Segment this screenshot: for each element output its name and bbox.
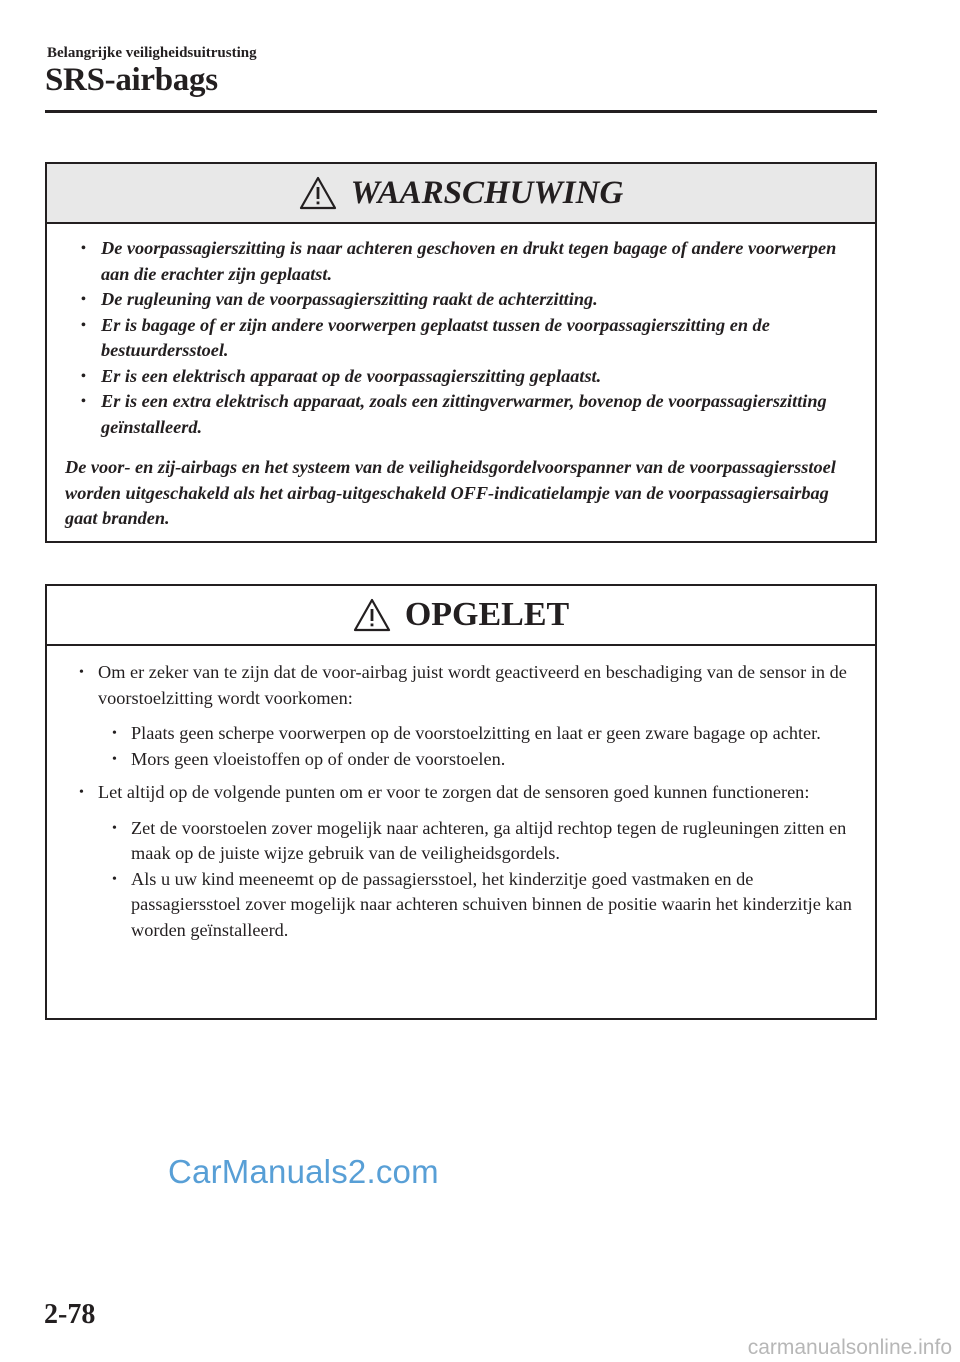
caution-item-text: Om er zeker van te zijn dat de voor-airbag juist wordt geactiveerd en beschadiging van de sensor in de voorstoelzitting wordt voorkomen: [98,662,847,708]
warning-triangle-icon [299,176,337,210]
warning-item: • De voorpassagierszitting is naar achteren geschoven en drukt tegen bagage of andere voorwerpen aan die erachter zijn geplaatst. [79,236,857,287]
warning-title: WAARSCHUWING [350,174,624,211]
warning-box [45,162,877,543]
page-number: 2-78 [44,1299,96,1330]
caution-item [77,660,857,772]
caution-box [45,584,877,1020]
caution-subitem: • Mors geen vloeistoffen op of onder de voorstoelen. [110,747,857,773]
warning-triangle-icon [353,598,391,632]
caution-item [77,780,857,943]
warning-body [47,224,875,532]
warning-item: • Er is bagage of er zijn andere voorwerpen geplaatst tussen de voorpassagierszitting en de bestuurdersstoel. [79,313,857,364]
section-kicker: Belangrijke veiligheidsuitrusting [47,45,257,61]
warning-item: • De rugleuning van de voorpassagierszitting raakt de achterzitting. [79,287,857,313]
caution-body [47,646,875,943]
watermark-logo: CarManuals2.com [168,1153,439,1190]
caution-subitem: • Als u uw kind meeneemt op de passagiersstoel, het kinderzitje goed vastmaken en de passagiersstoel zover mogelijk naar achteren schuiven binnen de positie waarin het kinderzitje kan worden geïnstalleerd. [110,867,857,944]
caution-header [47,586,875,646]
warning-header [47,164,875,224]
caution-sublist [98,816,857,944]
caution-subitem: • Zet de voorstoelen zover mogelijk naar achteren, ga altijd rechtop tegen de rugleuningen zitten en maak op de juiste wijze gebruik van de veiligheidsgordels. [110,816,857,867]
caution-sublist [98,721,857,772]
header-divider [45,110,877,113]
caution-item-text: Let altijd op de volgende punten om er voor te zorgen dat de sensoren goed kunnen functioneren: [98,782,810,802]
caution-title: OPGELET [404,596,570,633]
warning-paragraph: De voor- en zij-airbags en het systeem van de veiligheidsgordelvoorspanner van de voorpassagiersstoel worden uitgeschakeld als het airbag-uitgeschakeld OFF-indicatielampje van de voorpassagiersairbag gaat branden. [65,457,836,528]
footer-watermark: carmanualsonline.info [747,1336,952,1359]
page-title: SRS-airbags [45,62,218,98]
caution-list [65,660,857,943]
warning-list [65,236,857,440]
warning-item: • Er is een extra elektrisch apparaat, zoals een zittingverwarmer, bovenop de voorpassagierszitting geïnstalleerd. [79,389,857,440]
warning-item: • Er is een elektrisch apparaat op de voorpassagierszitting geplaatst. [79,364,857,390]
caution-subitem: • Plaats geen scherpe voorwerpen op de voorstoelzitting en laat er geen zware bagage op achter. [110,721,857,747]
